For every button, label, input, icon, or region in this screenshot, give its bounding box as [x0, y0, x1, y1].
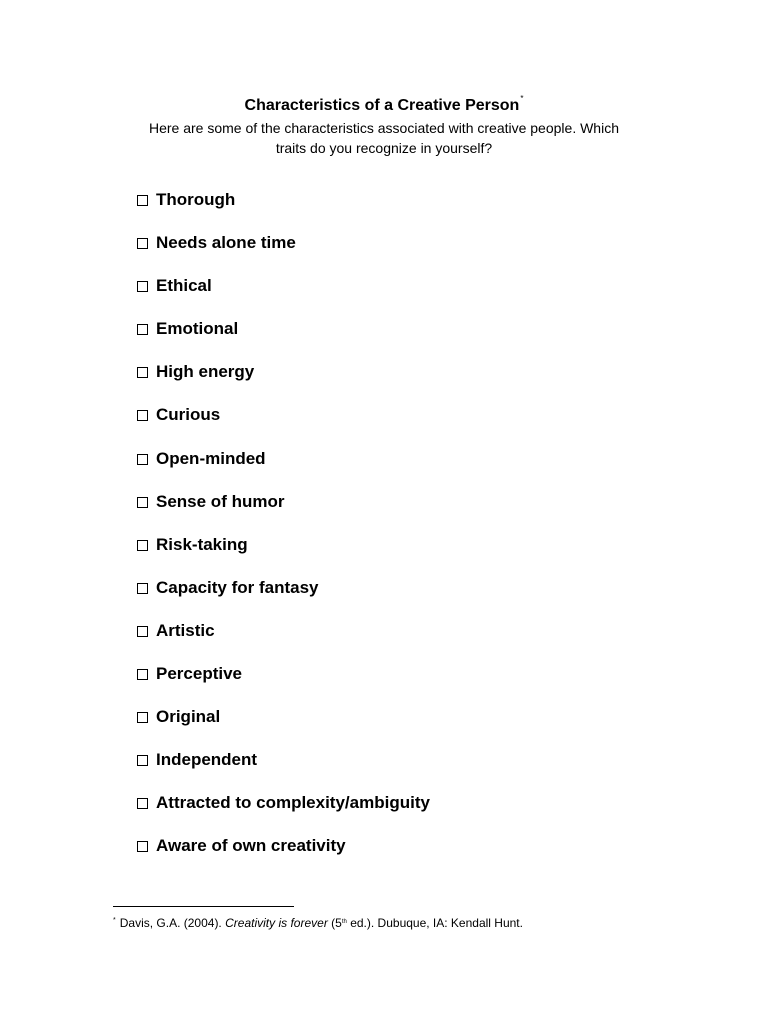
- checkbox-icon[interactable]: [137, 367, 148, 378]
- checkbox-icon[interactable]: [137, 540, 148, 551]
- checklist-item[interactable]: [137, 707, 430, 750]
- checklist-item[interactable]: [137, 190, 430, 233]
- checklist-item-label: Sense of humor: [156, 491, 285, 511]
- checkbox-icon[interactable]: [137, 626, 148, 637]
- checklist-item-label: Original: [156, 707, 221, 727]
- checkbox-icon[interactable]: [137, 798, 148, 809]
- title-text: Characteristics of a Creative Person: [244, 97, 520, 114]
- page-subtitle: [120, 118, 648, 158]
- footnote: [113, 916, 523, 930]
- checklist-item[interactable]: [137, 362, 430, 405]
- checklist-item-label: High energy: [156, 362, 255, 382]
- checklist-item[interactable]: [137, 621, 430, 664]
- checkbox-icon[interactable]: [137, 755, 148, 766]
- checkbox-icon[interactable]: [137, 195, 148, 206]
- checklist-item-label: Independent: [156, 750, 258, 770]
- checklist-item[interactable]: [137, 233, 430, 276]
- footnote-edition-close: ed.). Dubuque, IA: Kendall Hunt.: [350, 916, 523, 930]
- trait-checklist: [137, 190, 430, 880]
- checklist-item-label: Attracted to complexity/ambiguity: [156, 793, 430, 813]
- checklist-item-label: Needs alone time: [156, 233, 296, 253]
- checklist-item[interactable]: [137, 319, 430, 362]
- subtitle-line-2: traits do you recognize in yourself?: [275, 140, 493, 156]
- checkbox-icon[interactable]: [137, 410, 148, 421]
- checklist-item-label: Ethical: [156, 276, 212, 296]
- footnote-book-title: Creativity is forever: [225, 916, 328, 930]
- checklist-item[interactable]: [137, 578, 430, 621]
- subtitle-line-1: Here are some of the characteristics associated with creative people. Which: [149, 120, 619, 136]
- footnote-author: Davis, G.A. (2004).: [119, 916, 222, 930]
- checkbox-icon[interactable]: [137, 454, 148, 465]
- checklist-item[interactable]: [137, 449, 430, 492]
- footnote-edition-open: (5: [331, 916, 342, 930]
- checkbox-icon[interactable]: [137, 497, 148, 508]
- page-title: [0, 94, 768, 115]
- title-footnote-mark: *: [520, 94, 524, 103]
- checklist-item-label: Risk-taking: [156, 534, 248, 554]
- footnote-mark: *: [113, 917, 116, 924]
- checkbox-icon[interactable]: [137, 281, 148, 292]
- checkbox-icon[interactable]: [137, 712, 148, 723]
- checklist-item-label: Open-minded: [156, 448, 266, 468]
- checkbox-icon[interactable]: [137, 238, 148, 249]
- checkbox-icon[interactable]: [137, 669, 148, 680]
- checkbox-icon[interactable]: [137, 324, 148, 335]
- checklist-item[interactable]: [137, 276, 430, 319]
- checklist-item-label: Thorough: [156, 190, 236, 209]
- footnote-divider: [113, 906, 294, 907]
- checklist-item-label: Aware of own creativity: [156, 836, 346, 856]
- checklist-item-label: Emotional: [156, 319, 239, 339]
- checklist-item[interactable]: [137, 836, 430, 879]
- checklist-item[interactable]: [137, 405, 430, 448]
- checklist-item-label: Perceptive: [156, 664, 242, 684]
- checklist-item[interactable]: [137, 492, 430, 535]
- checklist-item[interactable]: [137, 793, 430, 836]
- checklist-item[interactable]: [137, 535, 430, 578]
- checklist-item-label: Artistic: [156, 620, 215, 640]
- checklist-item[interactable]: [137, 664, 430, 707]
- checklist-item[interactable]: [137, 750, 430, 793]
- checklist-item-label: Capacity for fantasy: [156, 577, 319, 597]
- checklist-item-label: Curious: [156, 405, 221, 425]
- footnote-edition-ordinal: th: [341, 919, 347, 925]
- checkbox-icon[interactable]: [137, 841, 148, 852]
- checkbox-icon[interactable]: [137, 583, 148, 594]
